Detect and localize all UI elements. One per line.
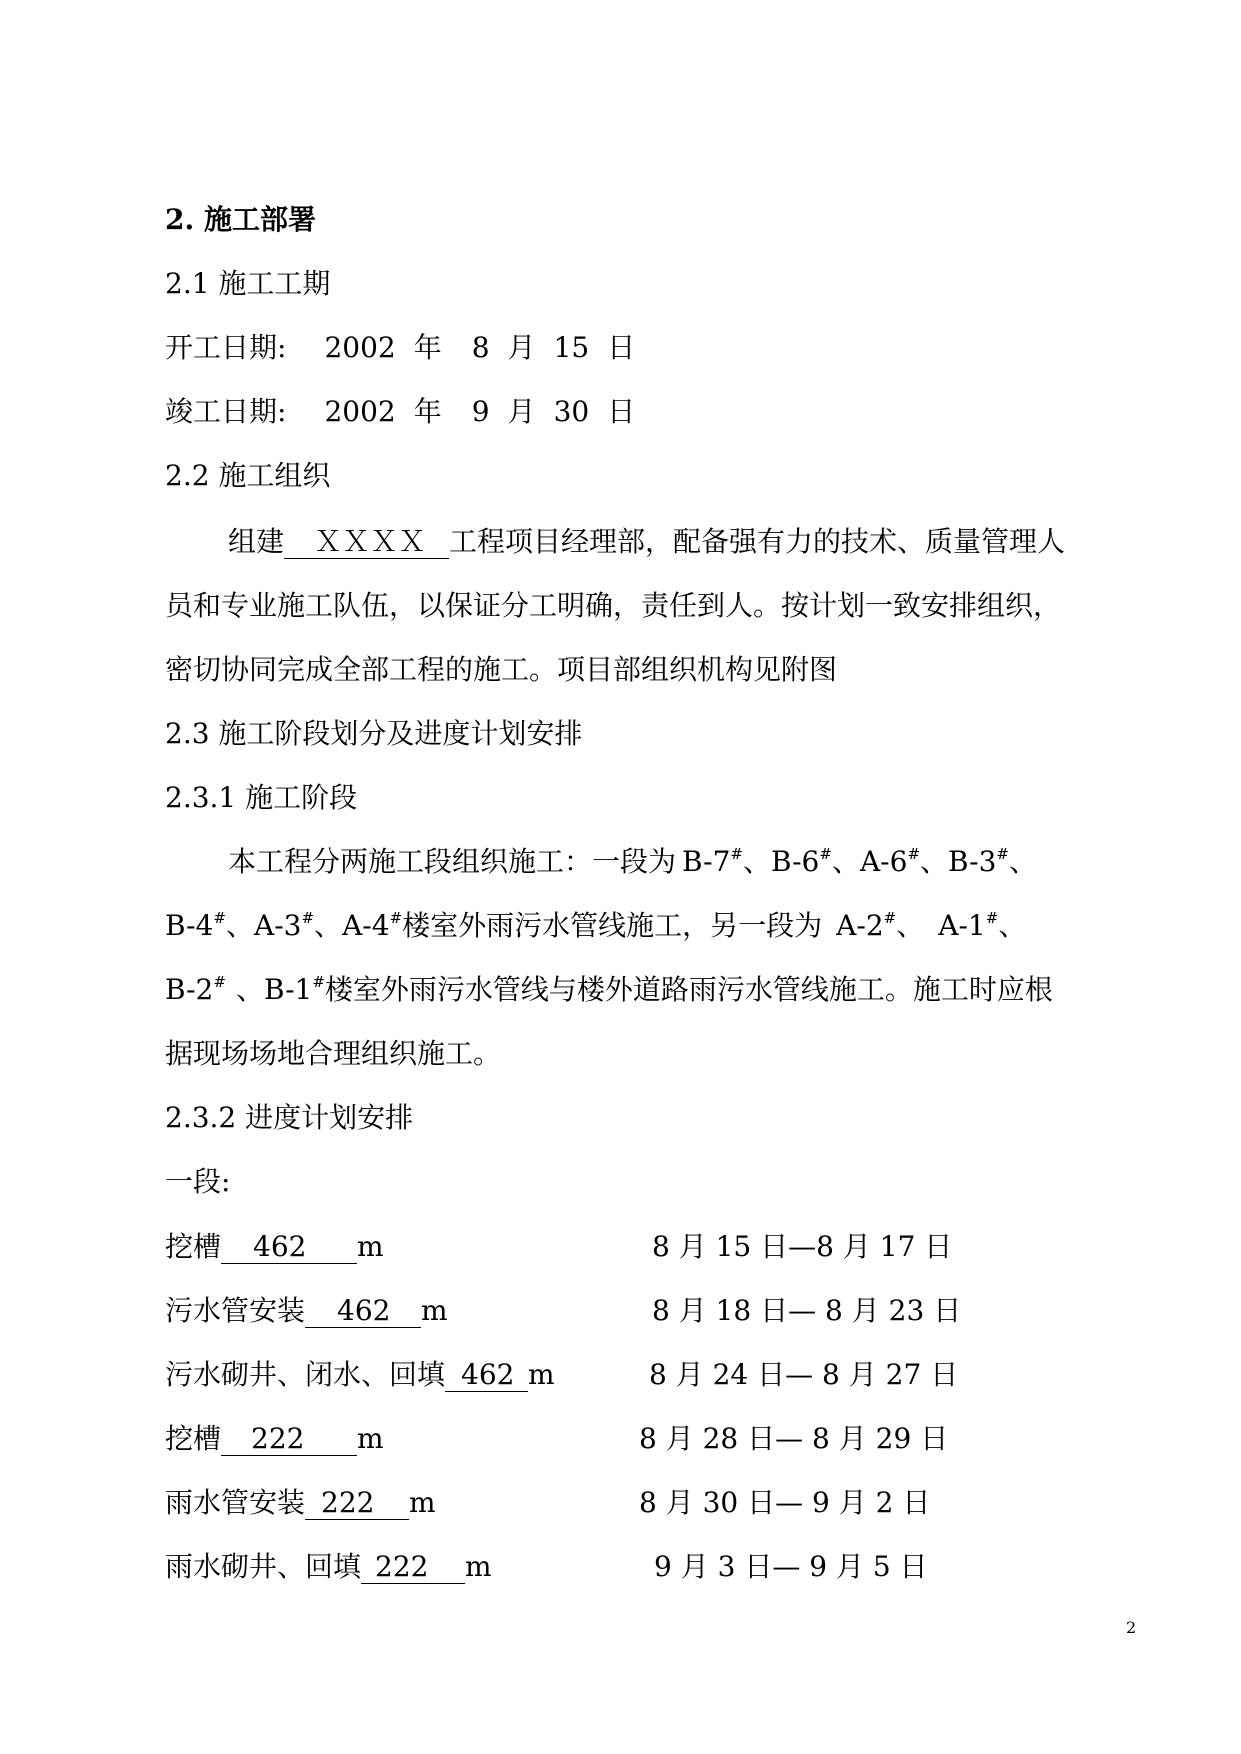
task-date-range: 8 月 15 日—8 月 17 日 bbox=[652, 1230, 953, 1263]
hash-mark: # bbox=[996, 845, 1009, 863]
schedule-row bbox=[165, 1547, 1065, 1587]
separator: 、 bbox=[920, 845, 949, 878]
heading-2-3-1: 2.3.1 施工阶段 bbox=[165, 781, 358, 814]
task-name: 雨水砌井、回填 bbox=[165, 1550, 362, 1583]
end-day: 30 bbox=[553, 395, 590, 428]
hash-mark: # bbox=[883, 909, 897, 927]
building-label: B-7 bbox=[682, 845, 731, 878]
schedule-row bbox=[165, 1483, 1065, 1523]
start-date-label: 开工日期: bbox=[165, 331, 287, 364]
schedule-row bbox=[165, 1355, 1065, 1395]
hash-mark: # bbox=[312, 973, 325, 991]
building-label: B-2 bbox=[165, 973, 214, 1006]
stage-para-line-2 bbox=[165, 906, 1026, 946]
task-name: 污水管安装 bbox=[165, 1294, 306, 1327]
separator: 、 bbox=[896, 909, 925, 942]
task-unit: m bbox=[528, 1358, 555, 1391]
task-quantity: 222 bbox=[361, 1551, 465, 1584]
task-date-range: 9 月 3 日— 9 月 5 日 bbox=[654, 1550, 928, 1583]
hash-mark: # bbox=[389, 909, 403, 927]
separator: 、 bbox=[831, 845, 860, 878]
heading-2-2: 2.2 施工组织 bbox=[165, 459, 331, 492]
heading-2-3: 2.3 施工阶段划分及进度计划安排 bbox=[165, 717, 583, 750]
stage-para-line-3 bbox=[165, 970, 1053, 1010]
building-label: A-6 bbox=[859, 845, 908, 878]
heading-2-3-2: 2.3.2 进度计划安排 bbox=[165, 1101, 414, 1134]
end-date-line bbox=[165, 392, 635, 432]
task-quantity: 462 bbox=[445, 1359, 528, 1392]
month-unit: 月 bbox=[507, 331, 536, 364]
task-unit: m bbox=[421, 1294, 448, 1327]
schedule-row bbox=[165, 1227, 1065, 1267]
project-name-field: ＸＸＸＸ bbox=[284, 526, 449, 559]
separator: 、 bbox=[225, 909, 254, 942]
separator: 、 bbox=[314, 909, 343, 942]
building-label: B-3 bbox=[948, 845, 997, 878]
task-name: 污水砌井、闭水、回填 bbox=[165, 1358, 446, 1391]
hash-mark: # bbox=[730, 845, 743, 863]
end-year: 2002 bbox=[324, 395, 396, 428]
stage-para-text: 楼室外雨污水管线施工，另一段为 bbox=[402, 909, 823, 942]
month-unit: 月 bbox=[507, 395, 536, 428]
section-title: 2. 施工部署 bbox=[165, 203, 316, 236]
start-year: 2002 bbox=[324, 331, 396, 364]
page-number: 2 bbox=[1126, 1618, 1137, 1637]
hash-mark: # bbox=[213, 973, 226, 991]
org-para-line-2: 员和专业施工队伍，以保证分工明确，责任到人。按计划一致安排组织， bbox=[165, 589, 1062, 622]
task-date-range: 8 月 18 日— 8 月 23 日 bbox=[652, 1294, 962, 1327]
schedule-row bbox=[165, 1291, 1065, 1331]
org-suffix: 工程项目经理部，配备强有力的技术、质量管理人 bbox=[449, 525, 1066, 558]
building-label: B-6 bbox=[770, 845, 820, 878]
task-unit: m bbox=[409, 1486, 436, 1519]
separator: 、 bbox=[1009, 845, 1038, 878]
stage-para-line-4: 据现场场地合理组织施工。 bbox=[165, 1037, 502, 1070]
stage-para-text: 楼室外雨污水管线与楼外道路雨污水管线施工。施工时应根 bbox=[324, 973, 1053, 1006]
task-quantity: 222 bbox=[221, 1423, 357, 1456]
end-month: 9 bbox=[471, 395, 490, 428]
task-date-range: 8 月 28 日— 8 月 29 日 bbox=[639, 1422, 949, 1455]
task-quantity: 462 bbox=[221, 1231, 357, 1264]
day-unit: 日 bbox=[607, 395, 636, 428]
separator: 、 bbox=[235, 973, 264, 1006]
separator: 、 bbox=[742, 845, 771, 878]
task-name: 雨水管安装 bbox=[165, 1486, 306, 1519]
org-para-line-1 bbox=[228, 522, 1065, 562]
hash-mark: # bbox=[213, 909, 226, 927]
schedule-row bbox=[165, 1419, 1065, 1459]
task-unit: m bbox=[357, 1422, 384, 1455]
hash-mark: # bbox=[819, 845, 832, 863]
year-unit: 年 bbox=[413, 331, 442, 364]
building-label: A-1 bbox=[938, 909, 986, 942]
day-unit: 日 bbox=[607, 331, 636, 364]
building-label: B-1 bbox=[263, 973, 313, 1006]
hash-mark: # bbox=[301, 909, 315, 927]
heading-2-1: 2.1 施工工期 bbox=[165, 267, 331, 300]
org-para-line-3: 密切协同完成全部工程的施工。项目部组织机构见附图 bbox=[165, 653, 838, 686]
building-label: A-2 bbox=[836, 909, 884, 942]
hash-mark: # bbox=[985, 909, 999, 927]
task-name: 挖槽 bbox=[165, 1230, 222, 1263]
year-unit: 年 bbox=[413, 395, 442, 428]
task-date-range: 8 月 24 日— 8 月 27 日 bbox=[649, 1358, 959, 1391]
separator: 、 bbox=[998, 909, 1027, 942]
stage-para-text: 本工程分两施工段组织施工：一段为 bbox=[228, 845, 677, 878]
task-date-range: 8 月 30 日— 9 月 2 日 bbox=[639, 1486, 931, 1519]
task-unit: m bbox=[357, 1230, 384, 1263]
start-date-line bbox=[165, 328, 635, 368]
hash-mark: # bbox=[907, 845, 921, 863]
task-quantity: 222 bbox=[305, 1487, 409, 1520]
building-label: A-3 bbox=[253, 909, 302, 942]
building-label: A-4 bbox=[342, 909, 390, 942]
stage-label: 一段: bbox=[165, 1165, 231, 1198]
task-name: 挖槽 bbox=[165, 1422, 222, 1455]
end-date-label: 竣工日期: bbox=[165, 395, 287, 428]
task-unit: m bbox=[465, 1550, 492, 1583]
building-label: B-4 bbox=[165, 909, 214, 942]
start-month: 8 bbox=[471, 331, 490, 364]
org-prefix: 组建 bbox=[228, 525, 285, 558]
task-quantity: 462 bbox=[305, 1295, 421, 1328]
start-day: 15 bbox=[553, 331, 590, 364]
stage-para-line-1 bbox=[228, 842, 1037, 882]
